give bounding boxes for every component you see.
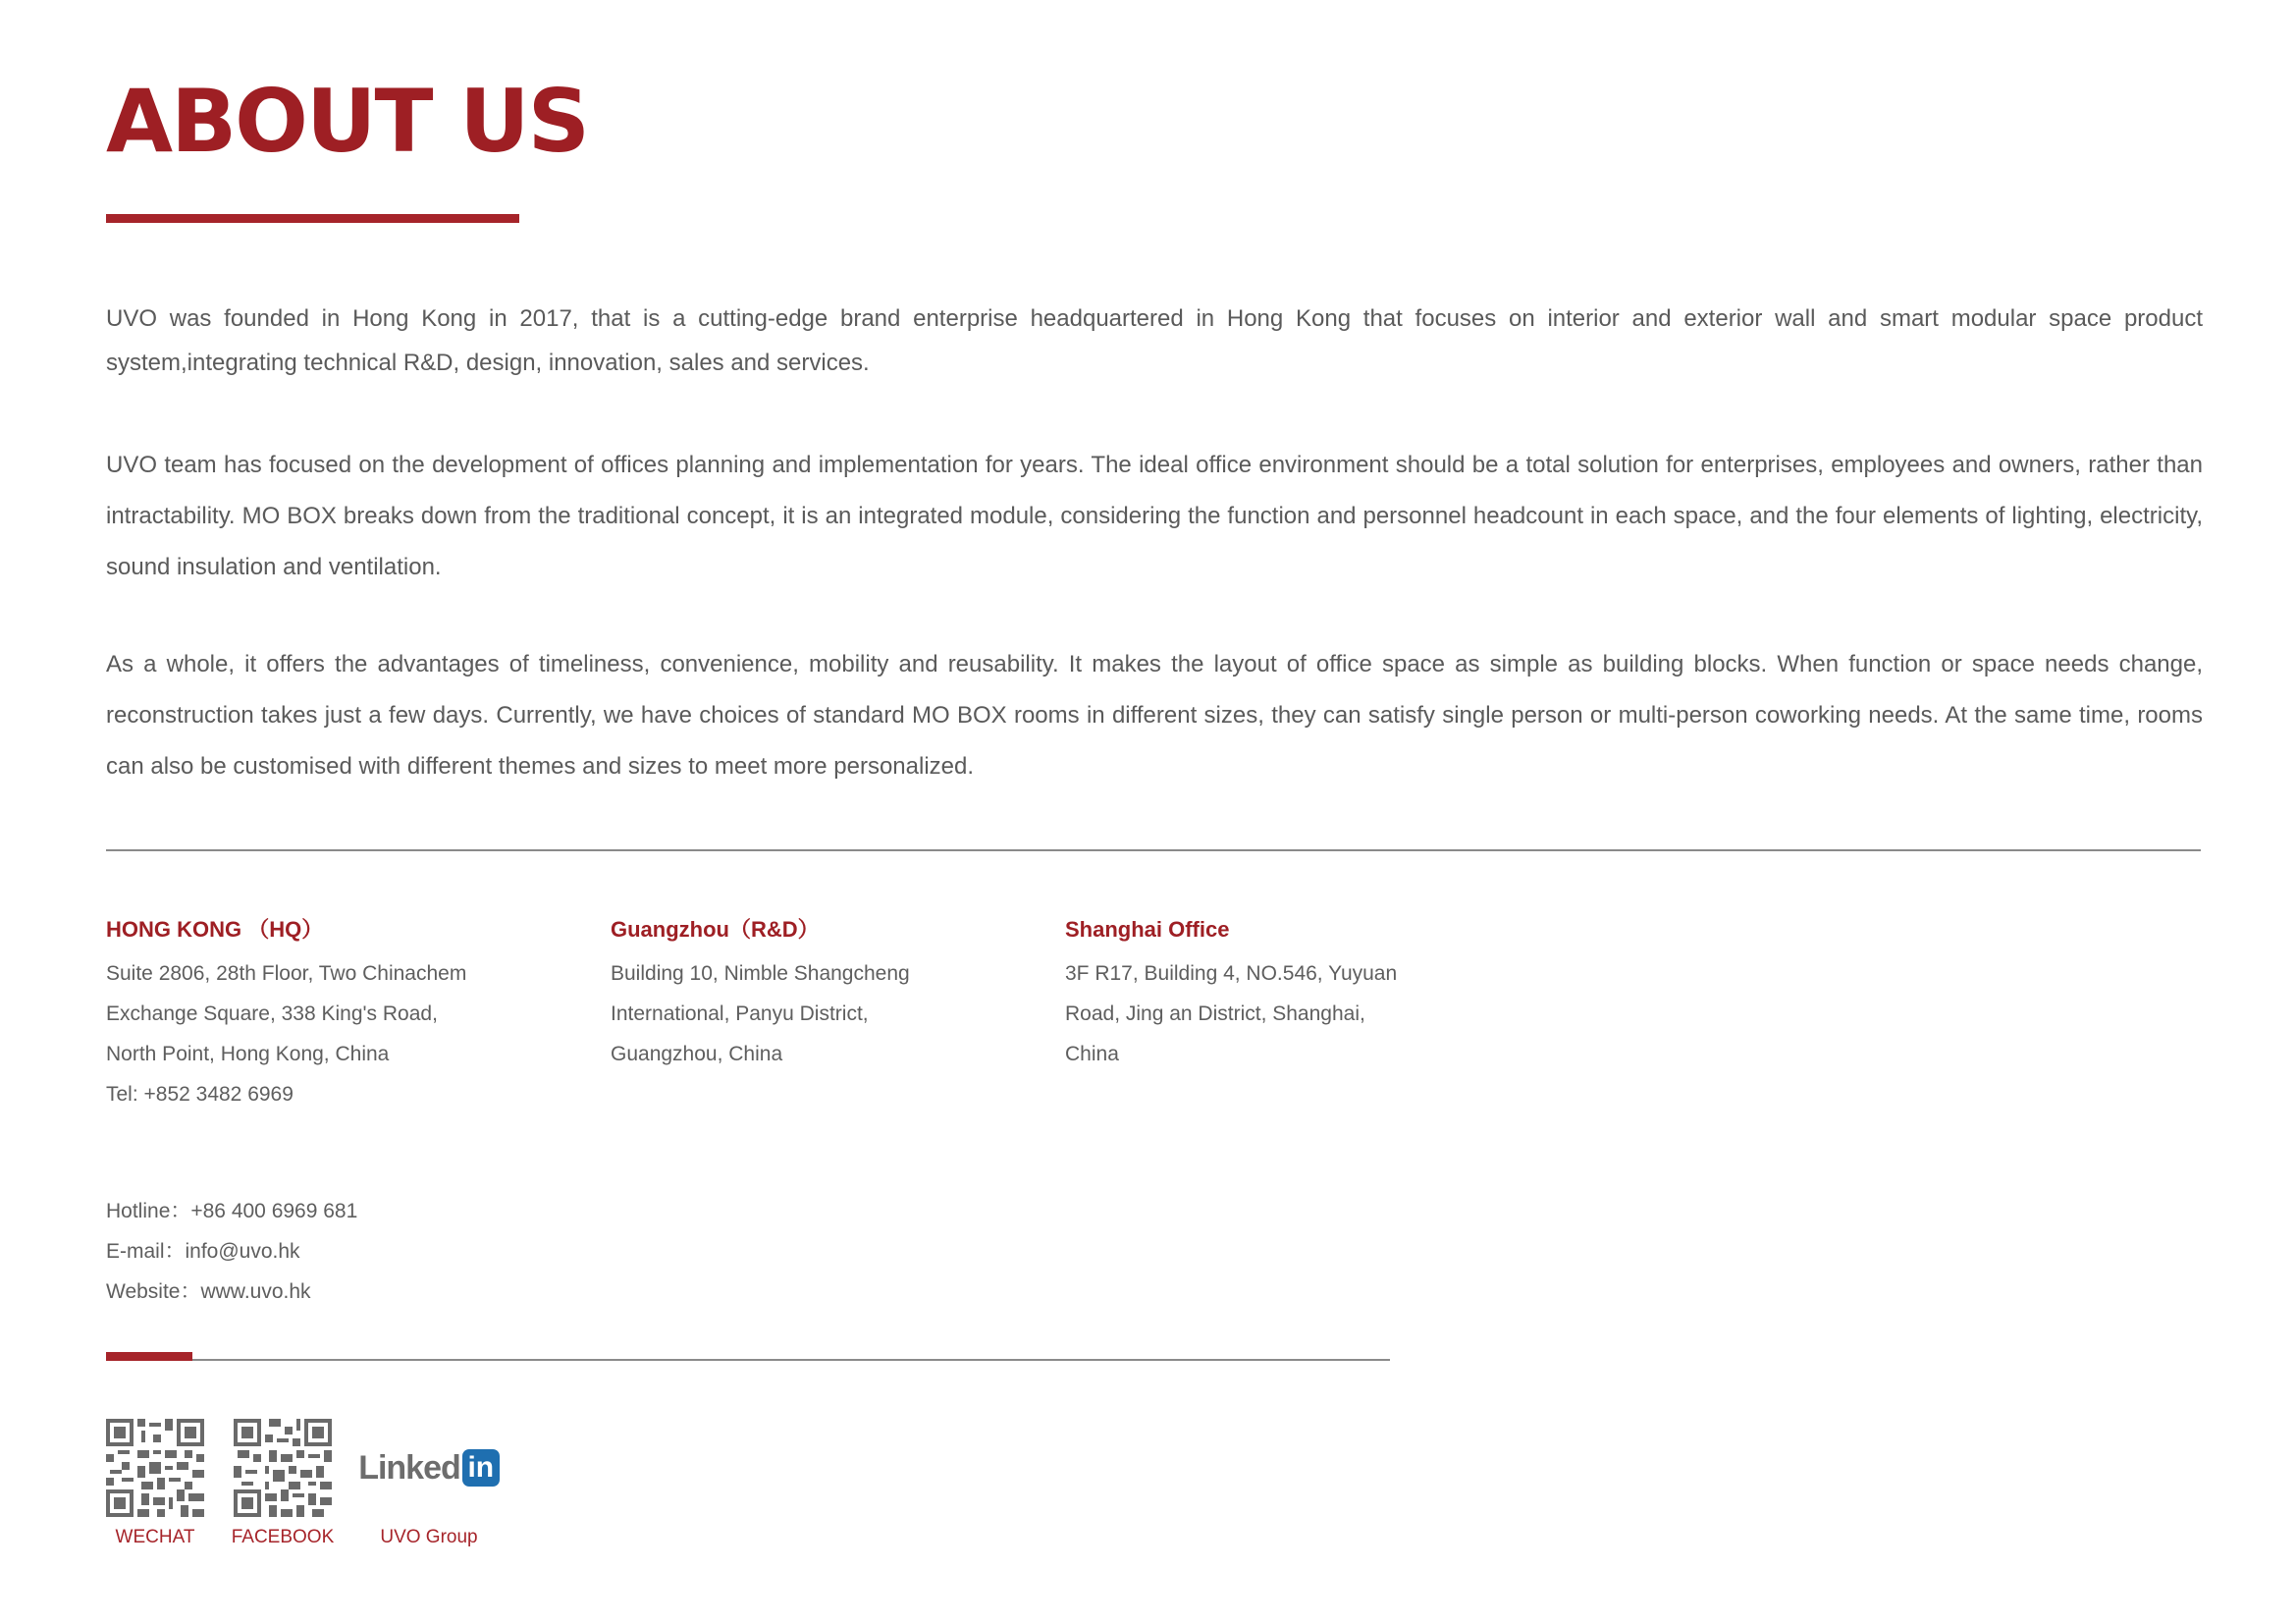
about-paragraph-1: UVO was founded in Hong Kong in 2017, that is a cutting-edge brand enterprise headquartered in Hong Kong that focuses on interior and exterior wall and smart modular space product system,integrating technical R&D, design, innovation, sales and services. [106,305,2203,376]
office-hong-kong-name: HONG KONG （HQ） [106,917,324,942]
office-shanghai-address-line-2: Road, Jing an District, Shanghai, [1065,1002,1365,1025]
hotline: Hotline：+86 400 6969 681 [106,1200,358,1222]
office-guangzhou-name: Guangzhou（R&D） [611,917,820,942]
website-link[interactable]: Website：www.uvo.hk [106,1280,311,1303]
section-divider [106,849,2201,851]
linkedin-logo-icon [355,1419,503,1517]
office-shanghai-address-line-3: China [1065,1043,1119,1065]
email-link[interactable]: E-mail：info@uvo.hk [106,1240,300,1263]
office-shanghai [1065,912,1428,1074]
wechat-qr-code-icon [106,1419,204,1517]
office-hong-kong-tel: Tel: +852 3482 6969 [106,1083,294,1106]
facebook-qr-code-icon [234,1419,332,1517]
title-underline [106,214,519,223]
office-guangzhou-address-line-2: International, Panyu District, [611,1002,869,1025]
footer-divider-accent [106,1352,192,1361]
office-shanghai-name: Shanghai Office [1065,917,1230,942]
linkedin-link[interactable] [355,1419,503,1550]
linkedin-wordmark: Linked [358,1448,460,1487]
contact-details [106,1191,357,1312]
office-shanghai-address-line-1: 3F R17, Building 4, NO.546, Yuyuan [1065,962,1398,985]
about-paragraph-3: As a whole, it offers the advantages of timeliness, convenience, mobility and reusability. It makes the layout of office space as simple as building blocks. When function or space needs change, reconstruction takes just a few days. Currently, we have choices of standard MO BOX rooms in different sizes, they can satisfy single person or multi-person coworking needs. At the same time, rooms can also be customised with different themes and sizes to meet more personalized. [106,651,2203,780]
office-hong-kong [106,912,567,1114]
office-hong-kong-address-line-2: Exchange Square, 338 King's Road, [106,1002,438,1025]
office-guangzhou-address-line-3: Guangzhou, China [611,1043,783,1065]
linkedin-badge: in [462,1449,500,1487]
office-guangzhou [611,912,1042,1074]
footer-divider [106,1359,1390,1361]
office-guangzhou-address-line-1: Building 10, Nimble Shangcheng [611,962,910,985]
about-paragraph-2: UVO team has focused on the development of offices planning and implementation for years. The ideal office environment should be a total solution for enterprises, employees and owners, rather than intractability. MO BOX breaks down from the traditional concept, it is an integrated module, considering the function and personnel headcount in each space, and the four elements of lighting, electricity, sound insulation and ventilation. [106,452,2203,580]
office-hong-kong-address-line-1: Suite 2806, 28th Floor, Two Chinachem [106,962,467,985]
facebook-label: FACEBOOK [231,1527,335,1547]
wechat-qr[interactable] [106,1419,204,1550]
wechat-label: WECHAT [115,1527,195,1547]
office-hong-kong-address-line-3: North Point, Hong Kong, China [106,1043,390,1065]
page-title: ABOUT US [106,71,588,172]
linkedin-label: UVO Group [380,1527,478,1547]
facebook-qr[interactable] [228,1419,338,1550]
